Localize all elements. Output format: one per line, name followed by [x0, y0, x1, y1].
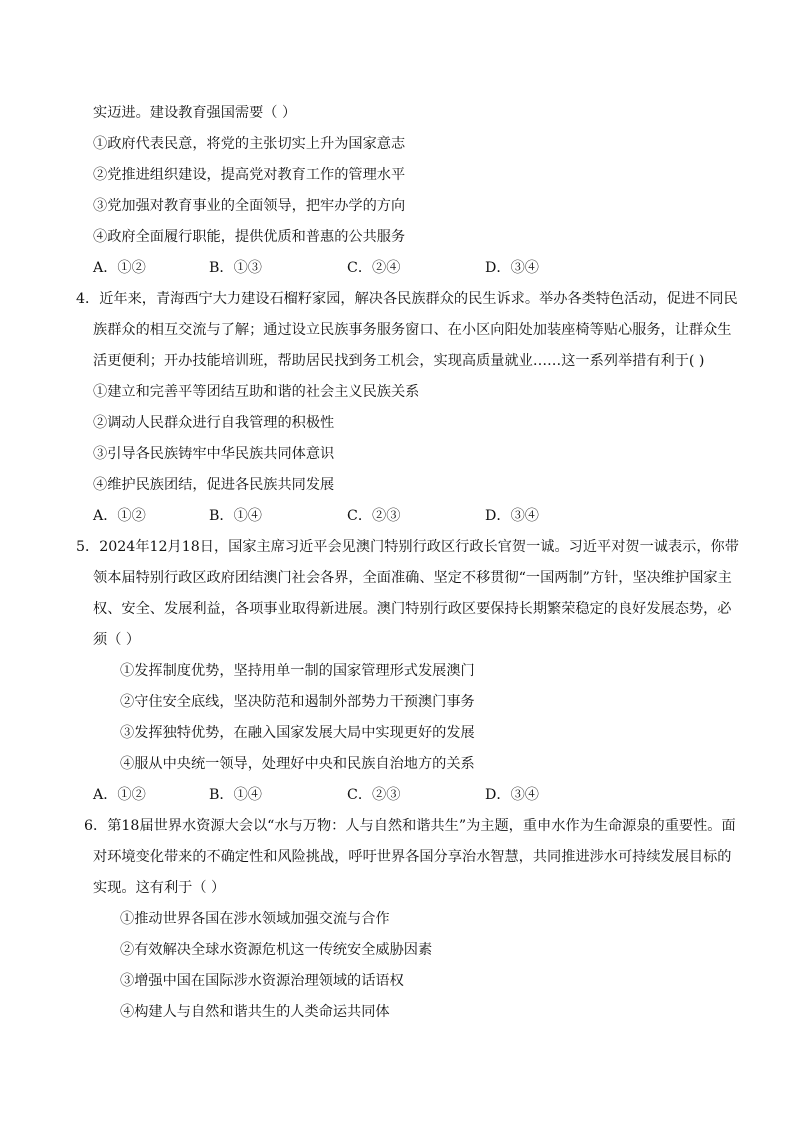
- q6-item-1: ①推动世界各国在涉水领域加强交流与合作: [120, 911, 390, 927]
- q4-stem-line-2: 族群众的相互交流与了解；通过设立民族事务服务窗口、在小区向阳处加装座椅等贴心服务，让群众生: [93, 322, 732, 338]
- q3-option-a[interactable]: A．①②: [93, 260, 146, 276]
- q5-item-1: ①发挥制度优势，坚持用单一制的国家管理形式发展澳门: [120, 663, 475, 679]
- q5-option-b[interactable]: B．①④: [209, 787, 262, 803]
- q5-stem-line-2: 领本届特别行政区政府团结澳门社会各界，全面准确、坚定不移贯彻“一国两制”方针，坚决维护国家主: [93, 570, 732, 586]
- q4-stem-line-1: 4．近年来，青海西宁大力建设石榴籽家园，解决各民族群众的民生诉求。举办各类特色活动，促进不同民: [76, 291, 738, 307]
- q5-item-3: ③发挥独特优势，在融入国家发展大局中实现更好的发展: [120, 725, 475, 741]
- q3-item-4: ④政府全面履行职能，提供优质和普惠的公共服务: [93, 229, 406, 245]
- q3-item-1: ①政府代表民意，将党的主张切实上升为国家意志: [93, 136, 406, 152]
- q4-option-d[interactable]: D．③④: [485, 508, 539, 524]
- q4-option-a[interactable]: A．①②: [93, 508, 146, 524]
- q5-item-4: ④服从中央统一领导，处理好中央和民族自治地方的关系: [120, 756, 475, 772]
- q6-item-2: ②有效解决全球水资源危机这一传统安全威胁因素: [120, 942, 433, 958]
- q3-option-c[interactable]: C．②④: [347, 260, 401, 276]
- q6-item-3: ③增强中国在国际涉水资源治理领域的话语权: [120, 973, 404, 989]
- q4-option-b[interactable]: B．①④: [209, 508, 262, 524]
- q5-option-c[interactable]: C．②③: [347, 787, 401, 803]
- q6-stem-line-3: 实现。这有利于（ ）: [93, 880, 226, 896]
- q4-item-1: ①建立和完善平等团结互助和谐的社会主义民族关系: [93, 384, 420, 400]
- q4-item-3: ③引导各民族铸牢中华民族共同体意识: [93, 446, 335, 462]
- q6-stem-line-2: 对环境变化带来的不确定性和风险挑战，呼吁世界各国分享治水智慧，共同推进涉水可持续发展目标的: [93, 849, 732, 865]
- q3-option-b[interactable]: B．①③: [209, 260, 262, 276]
- q3-item-2: ②党推进组织建设，提高党对教育工作的管理水平: [93, 167, 406, 183]
- q4-item-4: ④维护民族团结，促进各民族共同发展: [93, 477, 335, 493]
- q5-stem-line-3: 权、安全、发展利益，各项事业取得新进展。澳门特别行政区要保持长期繁荣稳定的良好发展态势，必: [93, 601, 732, 617]
- q5-option-d[interactable]: D．③④: [485, 787, 539, 803]
- q3-option-d[interactable]: D．③④: [485, 260, 539, 276]
- q4-option-c[interactable]: C．②③: [347, 508, 401, 524]
- q3-stem-continuation: 实迈进。建设教育强国需要（ ）: [93, 105, 297, 121]
- q5-item-2: ②守住安全底线，坚决防范和遏制外部势力干预澳门事务: [120, 694, 475, 710]
- q6-item-4: ④构建人与自然和谐共生的人类命运共同体: [120, 1004, 390, 1020]
- q5-option-a[interactable]: A．①②: [93, 787, 146, 803]
- q5-stem-line-4: 须（ ）: [93, 632, 141, 648]
- q4-item-2: ②调动人民群众进行自我管理的积极性: [93, 415, 335, 431]
- q5-stem-line-1: 5．2024年12月18日，国家主席习近平会见澳门特别行政区行政长官贺一诚。习近平对贺一诚表示，你带: [76, 539, 739, 555]
- q4-stem-line-3: 活更便利；开办技能培训班，帮助居民找到务工机会，实现高质量就业……这一系列举措有利于( ): [93, 353, 705, 369]
- q3-item-3: ③党加强对教育事业的全面领导，把牢办学的方向: [93, 198, 406, 214]
- q6-stem-line-1: 6．第18届世界水资源大会以“水与万物：人与自然和谐共生”为主题，重申水作为生命源泉的重要性。面: [84, 818, 736, 834]
